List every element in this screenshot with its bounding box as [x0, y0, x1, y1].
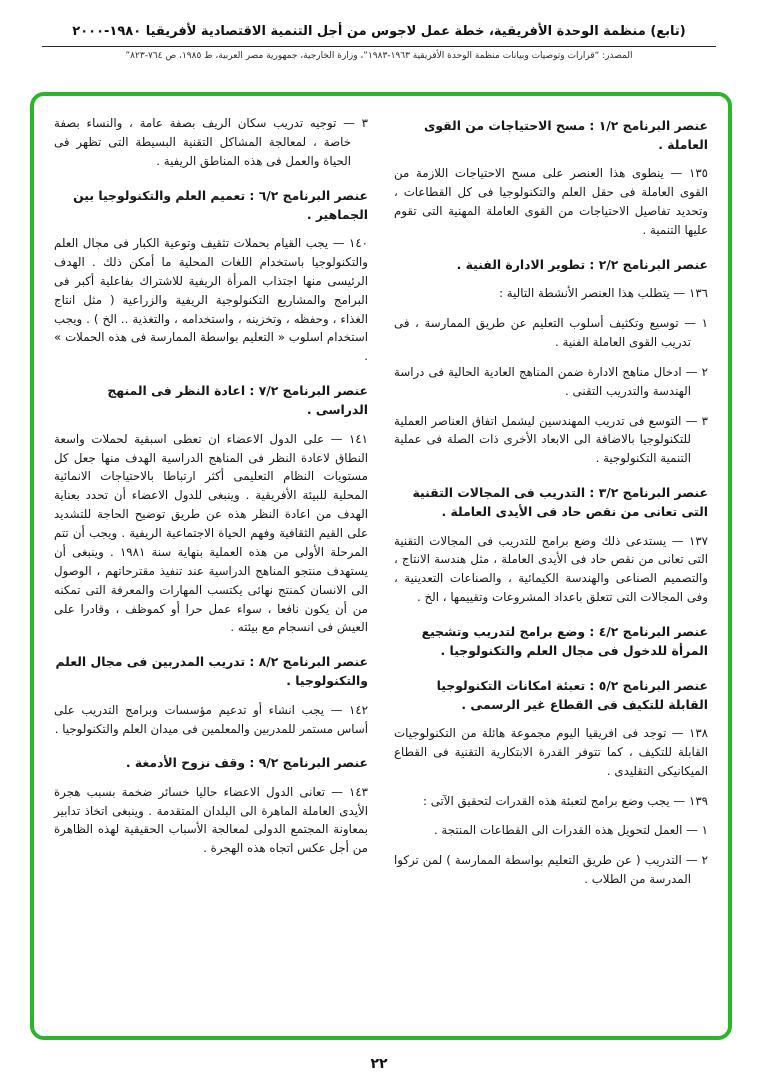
paragraph: ١٣٩ — يجب وضع برامج لتعبئة هذه القدرات لتحقيق الآتى : [422, 793, 708, 808]
program-element-heading: عنصر البرنامج ١/٢ : مسح الاحتياجات من القوى العاملة . [424, 118, 708, 153]
two-column-layout [54, 114, 708, 1018]
header-divider [42, 46, 716, 47]
numbered-item: ٣ — التوسع فى تدريب المهندسين ليشمل اتفاق العناصر العملية للتكنولوجيا بالاضافة الى الابعاد الأخرى ذات الصلة فى عملية التنمية التكنولوجية . [394, 413, 708, 466]
program-element-heading: عنصر البرنامج ٦/٢ : تعميم العلم والتكنولوجيا بين الجماهير . [73, 187, 368, 222]
program-element-heading: عنصر البرنامج ٧/٢ : اعادة النظر فى المنهج الدراسى . [107, 383, 368, 418]
numbered-item: ١ — توسيع وتكثيف أسلوب التعليم عن طريق الممارسة ، فى تدريب القوى العاملة الفنية . [394, 316, 708, 349]
program-element-heading: عنصر البرنامج ٤/٢ : وضع برامج لتدريب وتشجيع المرأة للدخول فى مجال العلم والتكنولوجيا . [421, 624, 708, 659]
program-element-heading: عنصر البرنامج ٥/٢ : تعبئة امكانات التكنولوجيا القابلة للتكيف فى القطاع غير الرسمى . [436, 677, 708, 712]
paragraph: ١٤٣ — تعانى الدول الاعضاء حاليا خسائر ضخمة بسبب هجرة الأيدى العاملة الماهرة الى البلدان المتقدمة . وينبغى اتخاذ تدابير بمعاونة المجتمع الدولى لمعالجة الأسباب الحقيقية لهذه الظاهرة من أجل عكس اتجاه هذه الهجرة . [54, 784, 368, 856]
page-number: ٢٢ [370, 1056, 388, 1072]
paragraph: ١٣٥ — ينطوى هذا العنصر على مسح الاحتياجات اللازمة من القوى العاملة فى حقل العلم والتكنولوجيا فى كل القطاعات ، وتحديد تفاصيل الاحتياجات من القوى العاملة المهنية التى تقوم عليها التنمية . [394, 166, 708, 238]
program-element-heading: عنصر البرنامج ٣/٢ : التدريب فى المجالات التقنية التى تعانى من نقص حاد فى الأيدى العاملة . [412, 485, 708, 520]
column-left [54, 114, 368, 1018]
document-title: (تابع) منظمة الوحدة الأفريقية، خطة عمل لاجوس من أجل التنمية الاقتصادية لأفريقيا ١٩٨٠-٢٠٠٠ [72, 24, 686, 39]
paragraph: ١٤١ — على الدول الاعضاء ان تعطى اسبقية لحملات واسعة النطاق لاعادة النظر فى المناهج الدراسية الهدف منها جعل كل مستويات النظام التعليمى أكثر ارتباطا بالاحتياجات الانمائية المحلية للبيئة الأفريقية . وينبغى للدول الاعضاء أن تحدد بعناية الهدف من اعادة النظر هذه عن طريق توضيح الحاجة للتشديد على القيم الثقافية وفهم الحياة الاجتماعية الريفية . ويجب أن تتم المرحلة الأولى من هذه العملية بنهاية سنة ١٩٨١ . وينبغى أن يستهدف منتجو المناهج الدراسية عند تنفيذ مقترحاتهم ، الوصول الى الانسان كمنتج نهائى يكتسب المهارات والمعرفة التى تمكنه من أن يكون نافعا ، سواء عمل حرا أو كموظف ، وقادرا على العيش فى انسجام مع بيئته . [54, 431, 368, 635]
numbered-item: ٢ — ادخال مناهج الادارة ضمن المناهج العادية الحالية فى دراسة الهندسة والتدريب التقنى . [394, 364, 708, 398]
column-right [394, 114, 708, 1018]
paragraph: ١٤٢ — يجب انشاء أو تدعيم مؤسسات وبرامج التدريب على أساس مستمر للمدربين والمعلمين فى ميدان العلم والتكنولوجيا . [54, 702, 368, 736]
paragraph: ١٤٠ — يجب القيام بحملات تثقيف وتوعية الكبار فى مجال العلم والتكنولوجيا باستخدام اللغات المحلية ما أمكن ذلك . الهدف الرئيسى منها اجتذاب المرأة الريفية للاشتراك بفاعلية أكبر فى البرامج والمشاريع التكنولوجية الريفية والزراعية ( مثل انتاج الغذاء ، وحفظه ، وتخزينه ، واستخدامه ، والتغذية .. الخ ) . ويجب استخدام اسلوب « التعليم بواسطة الممارسة فى هذه الحملات » . [54, 236, 368, 364]
paragraph: ١٣٨ — توجد فى افريقيا اليوم مجموعة هائلة من التكنولوجيات القابلة للتكيف ، كما تتوفر القدرة الابتكارية التقنية فى القطاع الميكانيكى التقليدى . [394, 725, 708, 778]
page-header [0, 0, 758, 61]
program-element-heading: عنصر البرنامج ٢/٢ : تطوير الادارة الفنية . [456, 256, 708, 272]
numbered-item: ٣ — توجيه تدريب سكان الريف بصفة عامة ، والنساء بصفة خاصة ، لمعالجة المشاكل التقنية البسيطة التى تظهر فى الحياة والعمل فى هذه المناطق الريفية . [54, 116, 368, 168]
green-border-frame [30, 92, 732, 1040]
numbered-item: ٢ — التدريب ( عن طريق التعليم بواسطة الممارسة ) لمن تركوا المدرسة من الطلاب . [394, 853, 708, 887]
paragraph: ١٣٧ — يستدعى ذلك وضع برامج للتدريب فى المجالات التقنية التى تعانى من نقص حاد فى الأيدى العاملة ، مثل هندسة الانتاج ، والتصميم الصناعى والهندسة الكيمائية ، والصناعات التعدينية ، وفى المجالات التى تتعلق باعداد المشروعات وتقييمها ، الخ . [394, 533, 708, 605]
program-element-heading: عنصر البرنامج ٩/٢ : وقف نزوح الأدمغة . [125, 755, 368, 771]
numbered-item: ١ — العمل لتحويل هذه القدرات الى القطاعات المنتجة . [433, 823, 708, 838]
program-element-heading: عنصر البرنامج ٨/٢ : تدريب المدربين فى مجال العلم والتكنولوجيا . [55, 654, 368, 689]
paragraph: ١٣٦ — يتطلب هذا العنصر الأنشطة التالية : [499, 286, 708, 301]
source-citation: المصدر: “قرارات وتوصيات وبيانات منظمة الوحدة الأفريقية ١٩٦٣-١٩٨٣”، وزارة الخارجية، جمهورية مصر العربية، ط ١٩٨٥، ص ٧٦٤-٨٢٣” [125, 51, 633, 61]
